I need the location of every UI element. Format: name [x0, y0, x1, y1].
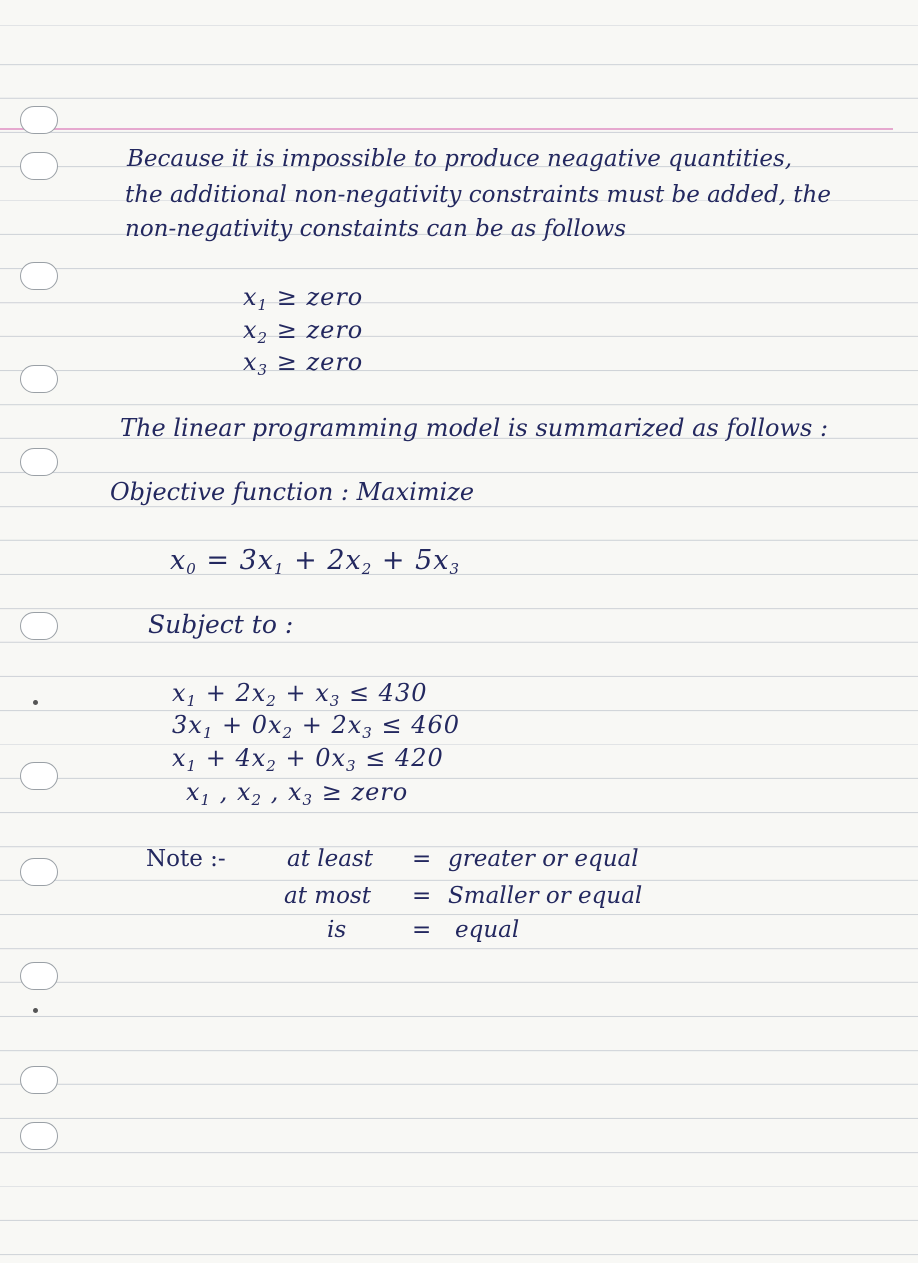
punch-hole [20, 448, 58, 476]
constraint-1: $x_1 + 2x_2 + x_3 \le 430$ [172, 679, 428, 710]
punch-hole [20, 962, 58, 990]
nonneg-x2: $x_2$ ≥ zero [243, 316, 364, 347]
note-term-2: at most [284, 883, 371, 909]
punch-hole [20, 762, 58, 790]
punch-hole [20, 106, 58, 134]
speck-dot [33, 1008, 38, 1013]
note-eq-3: = [412, 917, 432, 943]
subject-to-label: Subject to : [148, 610, 294, 639]
punch-hole [20, 1066, 58, 1094]
constraint-2: $3x_1 + 0x_2 + 2x_3 \le 460$ [172, 711, 461, 742]
note-term-3: is [327, 917, 347, 943]
intro-line-1: Because it is impossible to produce neagative quantities, [127, 146, 793, 172]
note-meaning-2: Smaller or equal [448, 883, 643, 909]
constraint-nonneg: $x_1$ , $x_2$ , $x_3$ ≥ zero [186, 778, 409, 809]
note-meaning-1: greater or equal [448, 846, 639, 872]
punch-hole [20, 1122, 58, 1150]
punch-hole [20, 262, 58, 290]
note-term-1: at least [287, 846, 373, 872]
note-eq-2: = [412, 883, 432, 909]
punch-hole [20, 365, 58, 393]
intro-line-2: the additional non-negativity constraints must be added, the [125, 182, 831, 208]
intro-line-3: non-negativity constaints can be as follows [125, 216, 627, 242]
nonneg-x1: $x_1$ ≥ zero [243, 283, 364, 314]
nonneg-x3: $x_3$ ≥ zero [243, 348, 364, 379]
punch-hole [20, 858, 58, 886]
note-meaning-3: equal [455, 917, 520, 943]
punch-hole [20, 152, 58, 180]
punch-hole [20, 612, 58, 640]
constraint-3: $x_1 + 4x_2 + 0x_3 \le 420$ [172, 744, 444, 775]
objective-function: $x_0 = 3x_1 + 2x_2 + 5x_3$ [170, 545, 461, 578]
note-eq-1: = [412, 846, 432, 872]
summary-line: The linear programming model is summarized as follows : [120, 414, 829, 442]
objective-label: Objective function : Maximize [110, 478, 475, 506]
note-label: Note :- [146, 846, 226, 872]
speck-dot [33, 700, 38, 705]
top-margin-line [0, 128, 893, 130]
